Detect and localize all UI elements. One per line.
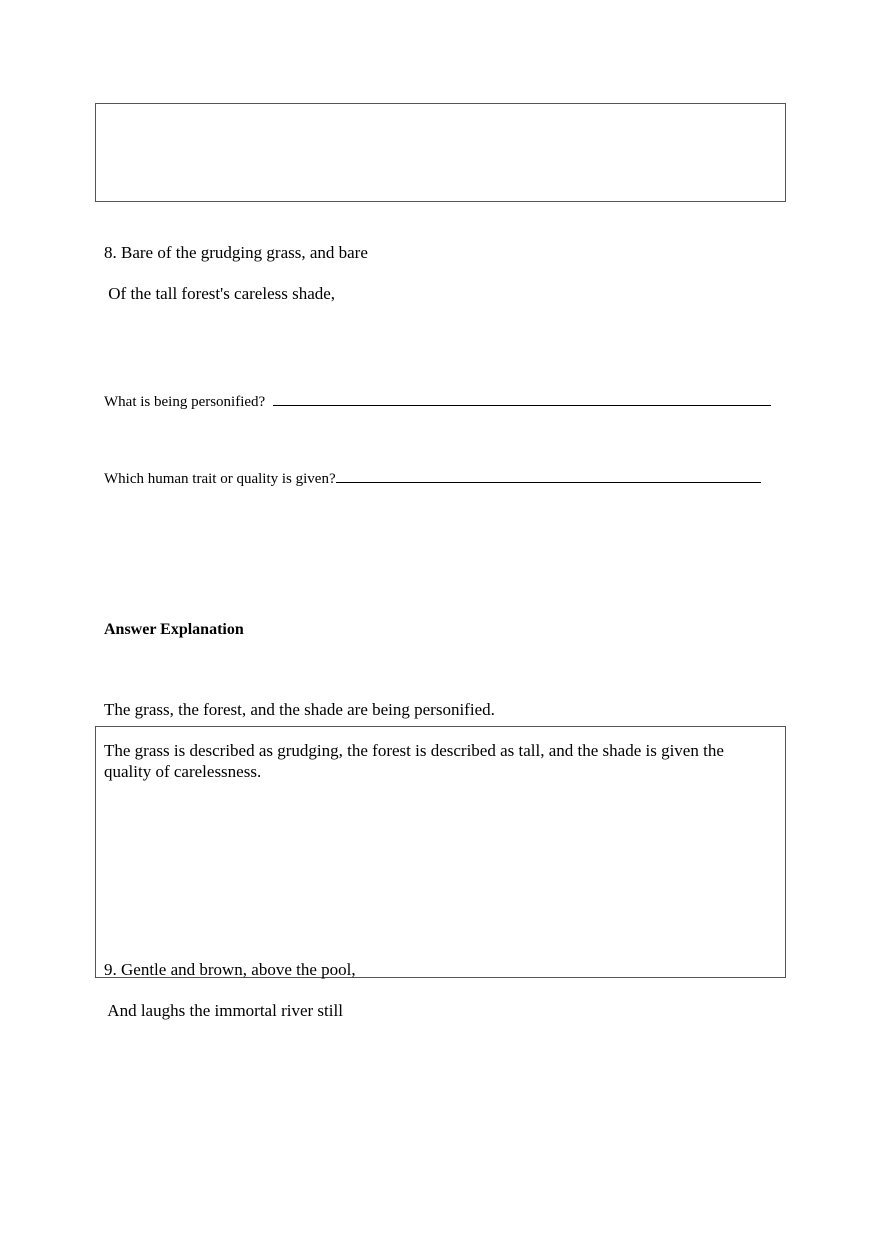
prompt-personified <box>104 391 771 411</box>
question-9-line-2: And laughs the immortal river still <box>104 1001 343 1020</box>
question-8-line-2: Of the tall forest's careless shade, <box>104 284 336 303</box>
answer-explanation-heading: Answer Explanation <box>104 621 244 638</box>
prompt-trait-label: Which human trait or quality is given? <box>104 471 336 487</box>
prompt-trait <box>104 468 761 488</box>
answer-box-empty[interactable] <box>95 103 786 202</box>
answer-blank-personified[interactable] <box>273 391 771 406</box>
question-8-line-1: 8. Bare of the grudging grass, and bare <box>104 243 368 262</box>
explanation-text: The grass is described as grudging, the forest is described as tall, and the shade is given the quality of carelessness. <box>104 741 724 781</box>
prompt-personified-label: What is being personified? <box>104 394 266 410</box>
answer-sentence: The grass, the forest, and the shade are being personified. <box>104 700 495 719</box>
answer-blank-trait[interactable] <box>336 468 761 483</box>
question-9-line-1: 9. Gentle and brown, above the pool, <box>104 960 356 979</box>
